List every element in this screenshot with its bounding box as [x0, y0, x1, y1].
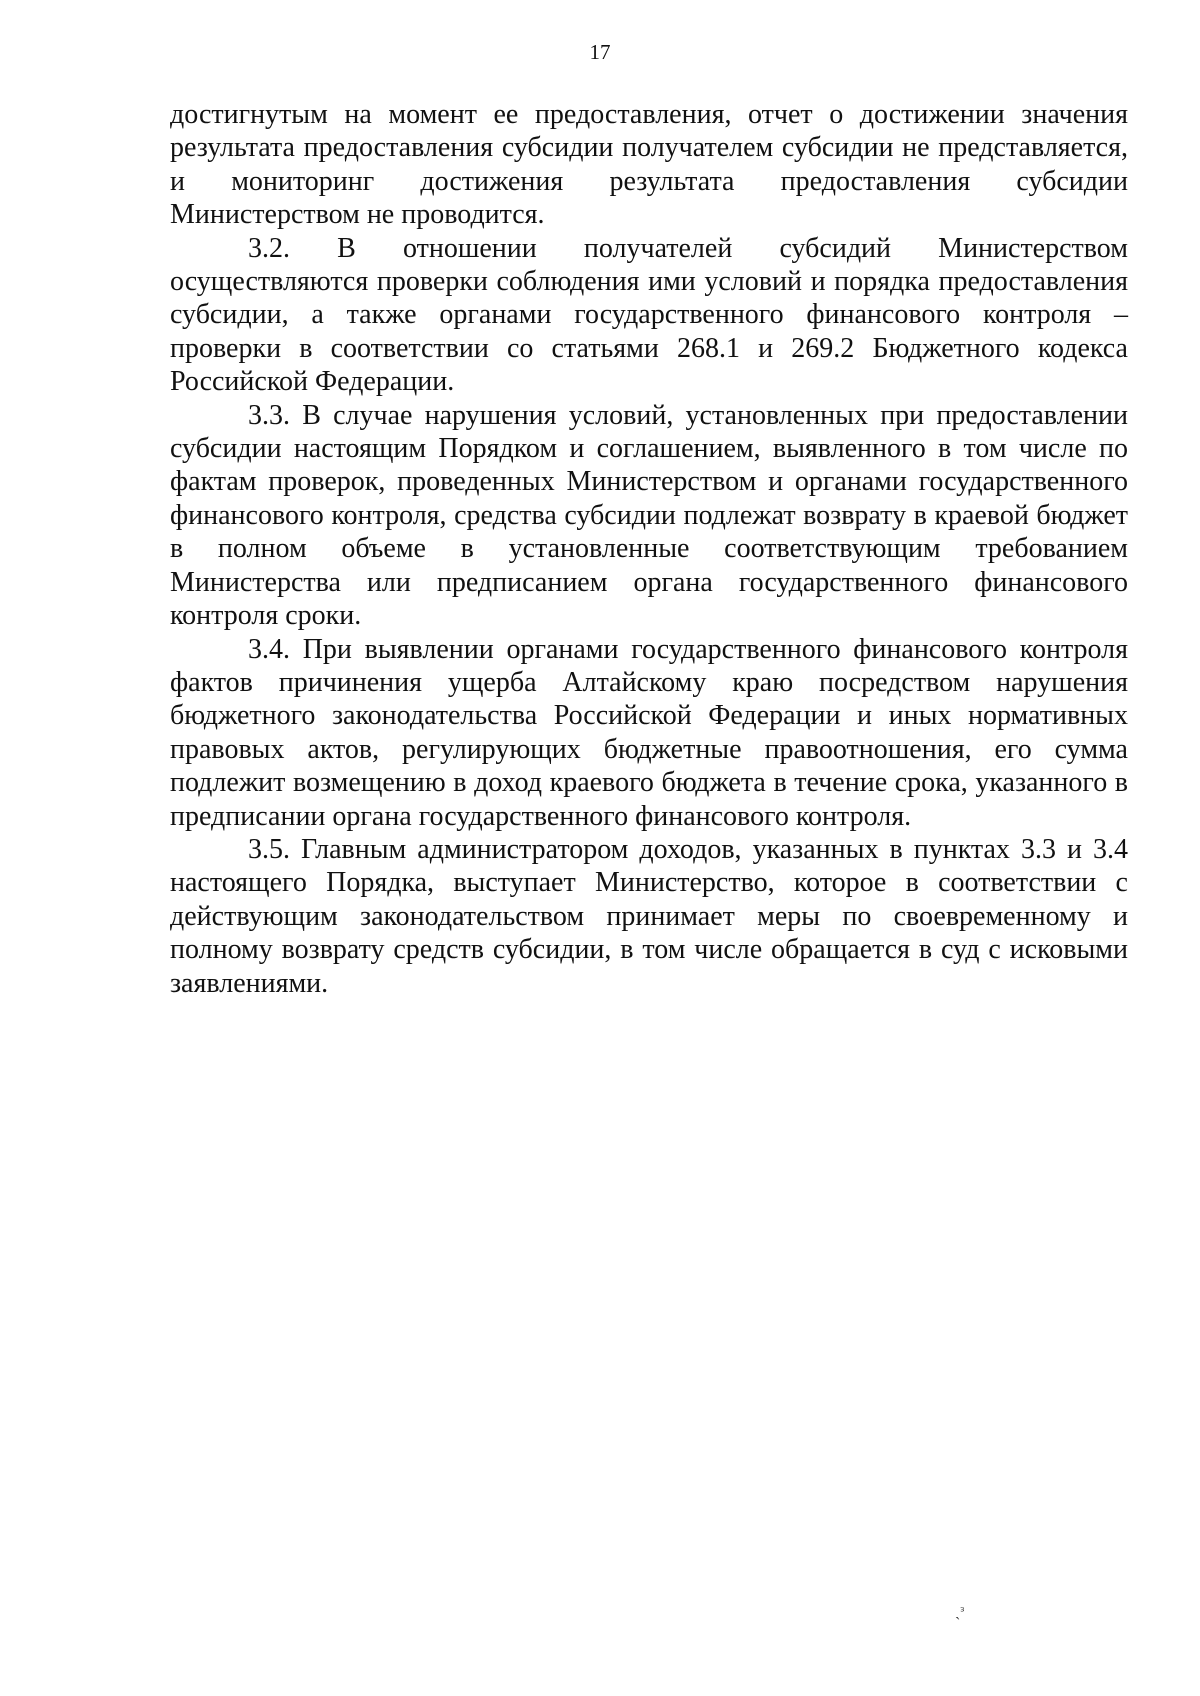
paragraph-3-3: 3.3. В случае нарушения условий, установленных при предоставлении субсидии настоящим Порядком и соглашением, выявленного в том числе по фактам проверок, проведенных Министерством и органами государственного финансового контроля, средства субсидии подлежат возврату в краевой бюджет в полном объеме в установленные соответствующим требованием Министерства или предписанием органа государственного финансового контроля сроки.	[170, 399, 1128, 632]
document-body	[170, 98, 1128, 1000]
page-number: 17	[589, 40, 611, 64]
paragraph-continuation: достигнутым на момент ее предоставления, отчет о достижении значения результата предоставления субсидии получателем субсидии не представляется, и мониторинг достижения результата предоставления субсидии Министерством не проводится.	[170, 99, 1128, 231]
paragraph-3-2: 3.2. В отношении получателей субсидий Министерством осуществляются проверки соблюдения ими условий и порядка предоставления субсидии, а также органами государственного финансового контроля – проверки в соответствии со статьями 268.1 и 269.2 Бюджетного кодекса Российской Федерации.	[170, 232, 1128, 398]
paragraph-3-5: 3.5. Главным администратором доходов, указанных в пунктах 3.3 и 3.4 настоящего Порядка, выступает Министерство, которое в соответствии с действующим законодательством принимает меры по своевременному и полному возврату средств субсидии, в том числе обращается в суд с исковыми заявлениями.	[170, 833, 1128, 999]
paragraph-3-4: 3.4. При выявлении органами государственного финансового контроля фактов причинения ущерба Алтайскому краю посредством нарушения бюджетного законодательства Российской Федерации и иных нормативных правовых актов, регулирующих бюджетные правоотношения, его сумма подлежит возмещению в доход краевого бюджета в течение срока, указанного в предписании органа государственного финансового контроля.	[170, 633, 1128, 832]
scan-mark: ˎᵌ	[955, 1603, 965, 1620]
